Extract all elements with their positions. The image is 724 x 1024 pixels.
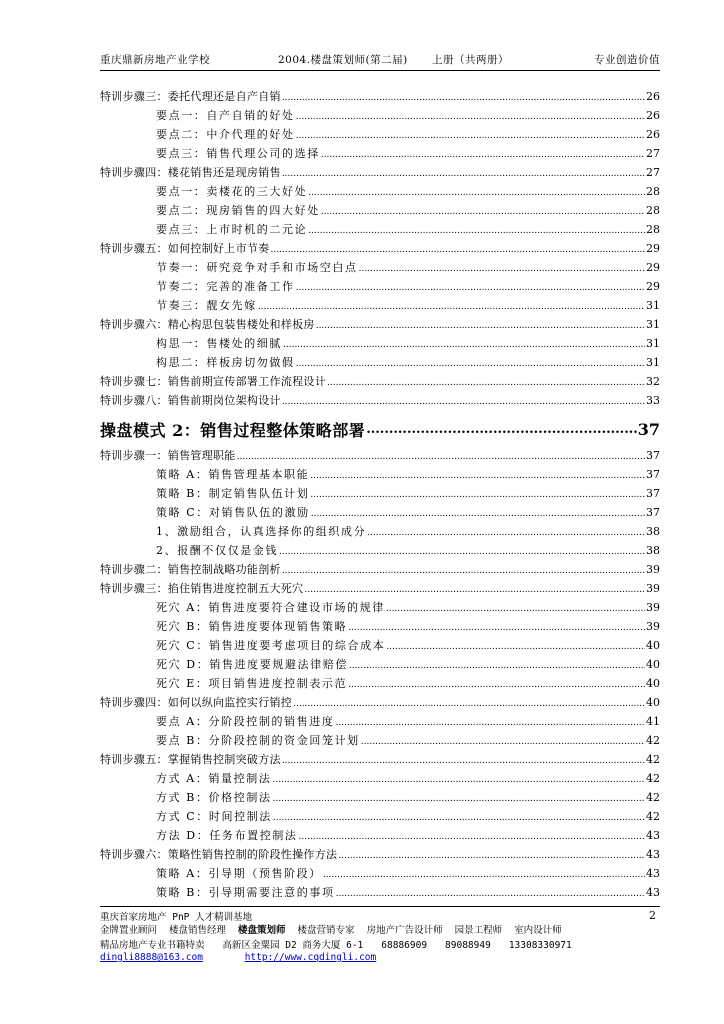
toc-leader-dots [296,283,645,293]
toc-entry-title: 策略 A：销售管理基本职能 [156,468,310,481]
toc-leader-dots [348,680,645,690]
footer-website-link[interactable]: http://www.cqdingli.com [244,952,377,963]
toc-entry[interactable] [100,561,660,580]
toc-entry-title: 死穴 B：销售进度要体现销售策略 [156,620,348,633]
toc-entry[interactable] [100,392,660,411]
toc-entry-title: 节奏一：研究竞争对手和市场空白点 [156,261,358,274]
toc-entry[interactable] [100,240,660,259]
toc-leader-dots [273,794,645,804]
toc-entry-page: 37 [646,506,660,519]
toc-entry[interactable] [100,504,660,523]
toc-entry-title: 死穴 E：项目销售进度控制表示范 [156,677,348,690]
toc-entry-page: 40 [646,658,660,671]
toc-leader-dots [321,150,645,160]
toc-entry[interactable] [100,713,660,732]
toc-entry[interactable] [100,221,660,240]
toc-leader-dots [338,851,645,861]
toc-leader-dots [296,131,645,141]
page-number: 2 [649,909,656,922]
toc-entry-page: 28 [646,223,660,236]
toc-entry-title: 方式 B：价格控制法 [156,791,272,804]
toc-entry-page: 31 [646,337,660,350]
toc-entry-page: 42 [646,810,660,823]
toc-entry[interactable] [100,656,660,675]
toc-entry[interactable] [100,107,660,126]
toc-leader-dots [299,832,645,842]
toc-entry[interactable] [100,523,660,542]
toc-leader-dots [336,889,645,899]
toc-entry[interactable] [100,145,660,164]
toc-entry[interactable] [100,751,660,770]
toc-leader-dots [308,226,645,236]
toc-entry-title: 要点 A：分阶段控制的销售进度 [156,715,335,728]
toc-leader-dots [386,642,645,652]
toc-entry-title: 死穴 A：销售进度要符合建设市场的规律 [156,601,385,614]
toc-entry-title: 特训步骤三：委托代理还是自产自销 [100,90,281,103]
toc-entry-page: 38 [646,525,660,538]
toc-entry-title: 策略 B：制定销售队伍计划 [156,487,310,500]
toc-entry[interactable] [100,846,660,865]
footer-position-title: 金牌置业顾问 [100,925,158,936]
toc-entry-title: 2、报酬不仅仅是金钱 [156,544,278,557]
toc-entry-page: 38 [646,544,660,557]
toc-entry-page: 39 [646,601,660,614]
toc-leader-dots [321,207,645,217]
toc-entry[interactable] [100,884,660,903]
toc-leader-dots [359,264,645,274]
toc-entry-title: 特训步骤四：楼花销售还是现房销售 [100,166,281,179]
toc-leader-dots [327,378,645,388]
toc-entry[interactable] [100,637,660,656]
toc-leader-dots [283,340,645,350]
toc-entry[interactable] [100,580,660,599]
toc-entry-page: 32 [646,375,660,388]
toc-leader-dots [293,699,645,709]
toc-entry-title: 要点一：卖楼花的三大好处 [156,185,308,198]
toc-leader-dots [282,566,645,576]
toc-entry-title: 要点三：上市时机的二元论 [156,223,308,236]
footer-position-title: 楼盘策划师 [238,925,286,936]
toc-entry-title: 方式 A：销量控制法 [156,772,272,785]
toc-entry-page: 40 [646,677,660,690]
toc-entry-page: 43 [646,886,660,899]
toc-entry[interactable] [100,789,660,808]
toc-leader-dots [279,547,645,557]
toc-entry[interactable] [100,542,660,561]
footer-rule [100,906,660,907]
toc-entry[interactable] [100,297,660,316]
footer-line-1 [100,909,660,923]
toc-leader-dots [282,397,645,407]
toc-leader-dots [348,623,645,633]
toc-entry-page: 37 [646,449,660,462]
toc-entry-title: 特训步骤七：销售前期宣传部署工作流程设计 [100,375,326,388]
toc-entry-page: 29 [646,261,660,274]
toc-leader-dots [367,528,645,538]
toc-entry[interactable] [100,88,660,107]
toc-entry[interactable] [100,618,660,637]
toc-leader-dots [282,93,645,103]
header-rule [100,70,660,71]
toc-entry[interactable] [100,373,660,392]
footer-email-link[interactable]: dingli8888@163.com [100,952,203,963]
toc-entry-page: 37 [646,468,660,481]
toc-entry-page: 42 [646,734,660,747]
toc-entry-title: 方法 D：任务布置控制法 [156,829,298,842]
toc-entry[interactable] [100,278,660,297]
toc-entry-page: 40 [646,639,660,652]
table-of-contents [100,88,660,903]
toc-entry-title: 特训步骤五：掌握销售控制突破方法 [100,753,281,766]
toc-entry[interactable] [100,202,660,221]
header-slogan: 专业创造价值 [594,54,660,66]
toc-leader-dots [271,245,646,255]
toc-entry-title: 特训步骤二：销售控制战略功能剖析 [100,563,281,576]
toc-entry-page: 27 [646,147,660,160]
toc-entry[interactable] [100,694,660,713]
toc-entry[interactable] [100,485,660,504]
toc-leader-dots [282,756,645,766]
page-header [100,52,660,68]
toc-entry-page: 37 [637,419,660,439]
toc-entry[interactable] [100,732,660,751]
toc-leader-dots [296,112,645,122]
toc-leader-dots [304,585,645,595]
footer-contact-item: 68886909 [381,940,428,951]
toc-leader-dots [361,737,645,747]
toc-entry-title: 特训步骤一：销售管理职能 [100,449,236,462]
footer-line-2 [100,922,660,936]
toc-entry-title: 要点二：中介代理的好处 [156,128,295,141]
toc-entry-page: 42 [646,753,660,766]
toc-entry-page: 43 [646,848,660,861]
toc-entry-page: 40 [646,696,660,709]
toc-leader-dots [335,718,645,728]
footer-tagline: 重庆首家房地产 PnP 人才精训基地 [100,912,253,923]
toc-leader-dots [272,775,645,785]
toc-entry-title: 特训步骤五：如何控制好上市节奏 [100,242,270,255]
toc-leader-dots [296,359,645,369]
toc-entry-title: 要点一：自产自销的好处 [156,109,295,122]
toc-leader-dots [282,169,645,179]
toc-entry[interactable] [100,865,660,884]
toc-entry-title: 特训步骤三：掐住销售进度控制五大死穴 [100,582,304,595]
toc-leader-dots [316,321,645,331]
toc-entry-page: 39 [646,563,660,576]
toc-leader-dots [237,452,645,462]
toc-entry-title: 方式 C：时间控制法 [156,810,272,823]
toc-entry-page: 26 [646,90,660,103]
toc-entry[interactable] [100,447,660,466]
toc-entry[interactable] [100,770,660,789]
toc-entry-title: 要点三：销售代理公司的选择 [156,147,320,160]
toc-leader-dots [386,604,645,614]
toc-entry[interactable] [100,675,660,694]
toc-entry-page: 42 [646,791,660,804]
toc-entry-title: 策略 B：引导期需要注意的事项 [156,886,335,899]
toc-entry-page: 33 [646,394,660,407]
footer-position-title: 房地产广告设计师 [366,925,443,936]
toc-entry-page: 43 [646,867,660,880]
toc-entry-page: 41 [646,715,660,728]
footer-position-title: 楼盘营销专家 [297,925,355,936]
footer-contact-item: 精品房地产专业书籍特卖 [100,940,205,951]
footer-position-title: 室内设计师 [514,925,562,936]
toc-entry-page: 31 [646,299,660,312]
toc-entry[interactable] [100,827,660,846]
footer-contact-item: 13308330971 [508,940,572,951]
toc-entry-page: 26 [646,109,660,122]
toc-entry[interactable] [100,316,660,335]
toc-entry-page: 42 [646,772,660,785]
toc-leader-dots [323,870,645,880]
toc-entry-title: 死穴 D：销售进度要规避法律赔偿 [156,658,348,671]
toc-entry-page: 28 [646,204,660,217]
footer-line-4 [100,952,660,963]
header-volume: 上册（共两册） [432,54,509,66]
toc-entry-title: 死穴 C：销售进度要考虑项目的综合成本 [156,639,386,652]
footer-contact-item: 高新区金粟园 D2 商务大厦 6-1 [222,940,364,951]
footer-contact-item: 89088949 [445,940,491,951]
toc-entry[interactable] [100,259,660,278]
toc-entry-page: 31 [646,318,660,331]
toc-entry[interactable] [100,126,660,145]
toc-leader-dots [366,422,637,437]
toc-leader-dots [311,509,645,519]
toc-entry-title: 构思二：样板房切勿做假 [156,356,295,369]
toc-entry-title: 特训步骤四：如何以纵向监控实行销控 [100,696,293,709]
toc-entry-page: 28 [646,185,660,198]
toc-entry[interactable] [100,164,660,183]
toc-chapter-heading[interactable] [100,411,660,447]
toc-entry[interactable] [100,183,660,202]
toc-entry-title: 构思一：售楼处的细腻 [156,337,282,350]
toc-entry-title: 策略 C：对销售队伍的激励 [156,506,310,519]
toc-entry-page: 43 [646,829,660,842]
toc-leader-dots [273,813,645,823]
toc-entry-title: 1、激励组合，认真选择你的组织成分 [156,525,367,538]
toc-entry[interactable] [100,354,660,373]
toc-leader-dots [349,661,645,671]
toc-entry-title: 要点二：现房销售的四大好处 [156,204,320,217]
header-course: 2004.楼盘策划师(第二届) [278,54,408,66]
toc-entry-page: 31 [646,356,660,369]
toc-leader-dots [310,490,645,500]
toc-entry-title: 特训步骤八：销售前期岗位架构设计 [100,394,281,407]
toc-entry-page: 29 [646,242,660,255]
toc-entry-title: 操盘模式 2：销售过程整体策略部署 [100,420,366,440]
footer-position-title: 楼盘销售经理 [169,925,227,936]
toc-entry-page: 26 [646,128,660,141]
toc-entry-title: 特训步骤六：精心构思包装售楼处和样板房 [100,318,315,331]
toc-entry-title: 特训步骤六：策略性销售控制的阶段性操作方法 [100,848,338,861]
toc-entry[interactable] [100,466,660,485]
toc-entry-page: 29 [646,280,660,293]
toc-entry-page: 39 [646,582,660,595]
toc-leader-dots [258,302,645,312]
header-school: 重庆鼎新房地产业学校 [100,54,210,66]
toc-entry-page: 27 [646,166,660,179]
toc-entry-title: 要点 B：分阶段控制的资金回笼计划 [156,734,360,747]
toc-entry-title: 节奏三：靓女先嫁 [156,299,257,312]
footer-position-title: 园景工程师 [454,925,503,936]
toc-entry-page: 39 [646,620,660,633]
toc-entry[interactable] [100,808,660,827]
toc-leader-dots [310,471,645,481]
toc-entry-page: 37 [646,487,660,500]
toc-entry-title: 节奏二：完善的准备工作 [156,280,295,293]
toc-entry[interactable] [100,335,660,354]
toc-entry-title: 策略 A：引导期（预售阶段） [156,867,322,880]
toc-leader-dots [308,188,645,198]
toc-entry[interactable] [100,599,660,618]
footer-line-3 [100,937,660,951]
